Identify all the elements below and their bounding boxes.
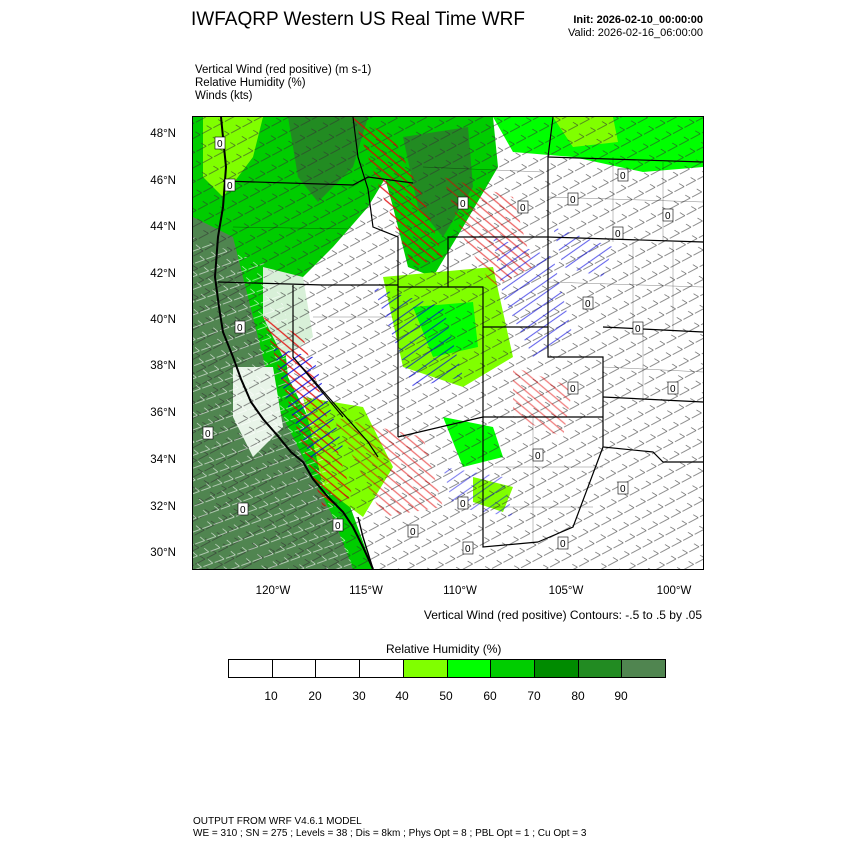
contour-label: 0 (460, 199, 466, 210)
model-footer-line1: OUTPUT FROM WRF V4.6.1 MODEL (193, 816, 362, 827)
lon-label-105w: 105°W (548, 585, 584, 597)
model-footer-line2: WE = 310 ; SN = 275 ; Levels = 38 ; Dis = 8km ; Phys Opt = 8 ; PBL Opt = 1 ; Cu Opt = 3 (193, 828, 587, 839)
colorbar-box (491, 660, 535, 677)
lat-label-38n: 38°N (150, 360, 176, 372)
colorbar-tick: 80 (571, 689, 585, 703)
lat-label-32n: 32°N (150, 501, 176, 513)
colorbar-tick: 30 (352, 689, 366, 703)
contour-label: 0 (570, 195, 576, 206)
contour-label: 0 (560, 539, 566, 550)
colorbar-tick: 10 (264, 689, 278, 703)
valid-time: Valid: 2026-02-16_06:00:00 (568, 27, 703, 39)
contour-label: 0 (620, 484, 626, 495)
colorbar-tick: 60 (483, 689, 497, 703)
lon-label-120w: 120°W (255, 585, 291, 597)
contour-label: 0 (465, 544, 471, 555)
contour-label: 0 (570, 384, 576, 395)
colorbar (228, 659, 666, 678)
lon-label-100w: 100°W (656, 585, 692, 597)
lat-label-46n: 46°N (150, 175, 176, 187)
field-label-relative-humidity: Relative Humidity (%) (195, 77, 306, 89)
lon-label-110w: 110°W (443, 585, 477, 597)
contour-label: 0 (410, 527, 416, 538)
contour-label: 0 (460, 499, 466, 510)
lat-label-44n: 44°N (150, 221, 176, 233)
init-time: Init: 2026-02-10_00:00:00 (573, 14, 703, 26)
lat-label-36n: 36°N (150, 407, 176, 419)
field-label-vertical-wind: Vertical Wind (red positive) (m s-1) (195, 64, 372, 76)
colorbar-title: Relative Humidity (%) (386, 642, 502, 656)
colorbar-box (579, 660, 623, 677)
contour-info: Vertical Wind (red positive) Contours: -.5 to .5 by .05 (423, 608, 702, 622)
colorbar-tick: 40 (395, 689, 409, 703)
colorbar-box (273, 660, 317, 677)
contour-label: 0 (335, 521, 341, 532)
lat-label-40n: 40°N (150, 314, 176, 326)
field-label-winds: Winds (kts) (195, 90, 253, 102)
plot-title: IWFAQRP Western US Real Time WRF (191, 9, 525, 30)
colorbar-box (448, 660, 492, 677)
map-canvas (193, 117, 703, 569)
colorbar-box (229, 660, 273, 677)
colorbar-box (404, 660, 448, 677)
colorbar-tick: 50 (439, 689, 453, 703)
map-panel (192, 116, 704, 570)
lon-label-115w: 115°W (349, 585, 383, 597)
contour-label: 0 (615, 229, 621, 240)
colorbar-tick: 70 (527, 689, 541, 703)
colorbar-tick: 90 (614, 689, 628, 703)
contour-label: 0 (620, 171, 626, 182)
contour-label: 0 (217, 139, 223, 150)
contour-label: 0 (205, 429, 211, 440)
contour-label: 0 (237, 323, 243, 334)
contour-label: 0 (240, 505, 246, 516)
colorbar-tick: 20 (308, 689, 322, 703)
contour-label: 0 (670, 384, 676, 395)
contour-label: 0 (227, 181, 233, 192)
contour-label: 0 (585, 299, 591, 310)
contour-label: 0 (520, 203, 526, 214)
colorbar-box (316, 660, 360, 677)
lat-label-48n: 48°N (150, 128, 176, 140)
contour-label: 0 (635, 324, 641, 335)
colorbar-box (622, 660, 665, 677)
colorbar-box (360, 660, 404, 677)
lat-label-42n: 42°N (150, 268, 176, 280)
colorbar-box (535, 660, 579, 677)
lat-label-30n: 30°N (150, 547, 176, 559)
contour-label: 0 (535, 451, 541, 462)
contour-label: 0 (665, 211, 671, 222)
lat-label-34n: 34°N (150, 454, 176, 466)
